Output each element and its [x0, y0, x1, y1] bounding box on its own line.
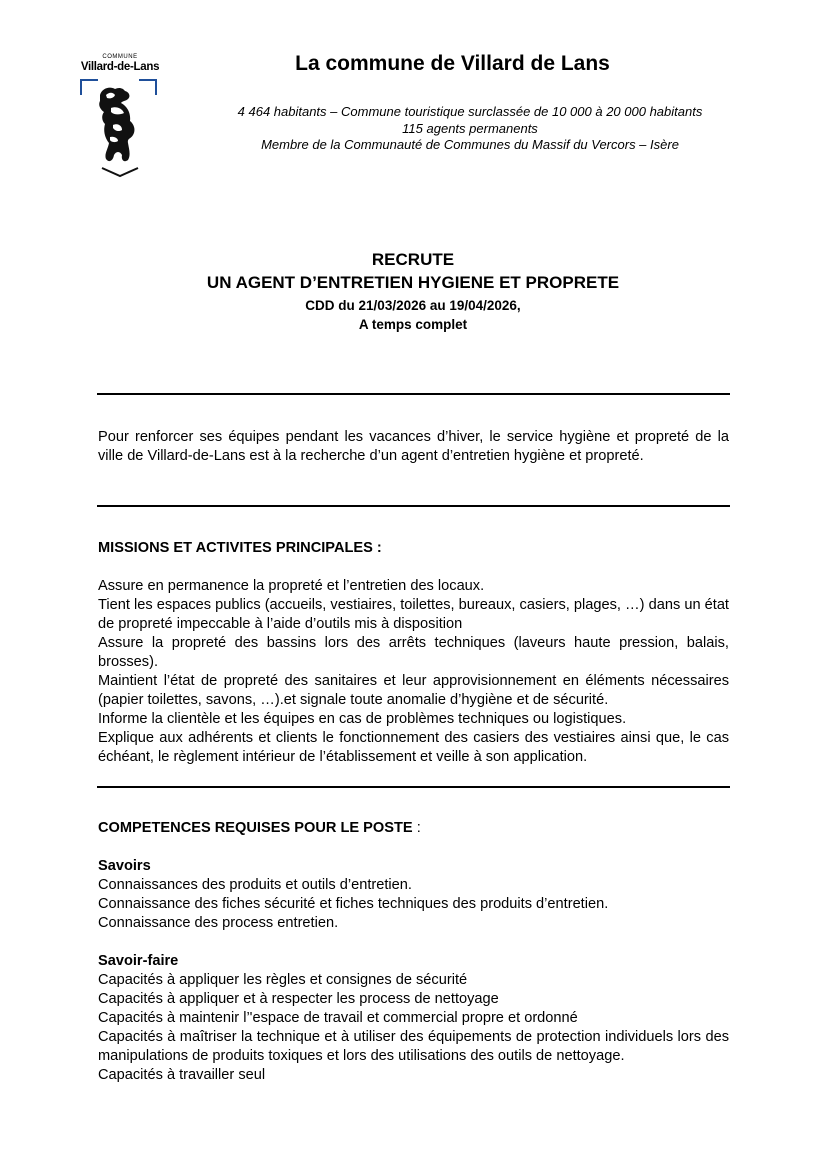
- mission-item: Informe la clientèle et les équipes en cas de problèmes techniques ou logistiques.: [98, 711, 627, 727]
- competences-section: [98, 819, 729, 1085]
- mission-item: Assure la propreté des bassins lors des arrêts techniques (laveurs haute pression, balais, brosses).: [98, 635, 729, 670]
- recruit-label: RECRUTE: [371, 250, 455, 269]
- logo-town-name: Villard-de-Lans: [80, 61, 160, 73]
- mission-item: Tient les espaces publics (accueils, vestiaires, toilettes, bureaux, casiers, plages, …) dans un état de propreté impeccable à l’aide d’outils mis à disposition: [98, 597, 729, 632]
- missions-title: MISSIONS ET ACTIVITES PRINCIPALES :: [98, 540, 382, 556]
- mission-item: Explique aux adhérents et clients le fonctionnement des casiers des vestiaires ainsi que, le cas échéant, le règlement intérieur de l’établissement et veille à son application.: [98, 730, 729, 765]
- savoir-faire-item: Capacités à travailler seul: [98, 1067, 266, 1083]
- divider: [97, 505, 730, 507]
- commune-logo: [78, 53, 162, 179]
- savoir-item: Connaissance des process entretien.: [98, 915, 339, 931]
- savoir-faire-item: Capacités à appliquer et à respecter les process de nettoyage: [98, 991, 499, 1007]
- savoir-faire-title: Savoir-faire: [98, 953, 179, 969]
- competences-heading: [98, 819, 729, 838]
- competences-title-suffix: :: [412, 820, 421, 836]
- page-title: La commune de Villard de Lans: [295, 52, 610, 75]
- divider: [97, 393, 730, 395]
- savoir-faire-item: Capacités à appliquer les règles et consignes de sécurité: [98, 972, 468, 988]
- savoir-item: Connaissance des fiches sécurité et fiches techniques des produits d’entretien.: [98, 896, 609, 912]
- bear-emblem-icon: [78, 75, 162, 179]
- savoir-faire-item: Capacités à maîtriser la technique et à utiliser des équipements de protection individuels lors des manipulations de produits toxiques et lors des utilisations des outils de nettoyage.: [98, 1029, 729, 1064]
- agents-info: 115 agents permanents: [402, 121, 538, 136]
- logo-commune-label: COMMUNE: [102, 54, 138, 60]
- mission-item: Assure en permanence la propreté et l’entretien des locaux.: [98, 578, 485, 594]
- savoirs-title: Savoirs: [98, 858, 151, 874]
- divider: [97, 786, 730, 788]
- missions-section: [98, 539, 729, 767]
- mission-item: Maintient l’état de propreté des sanitaires et leur approvisionnement en éléments nécessaires (papier toilettes, savons, …).et signale toute anomalie d’hygiène et de sécurité.: [98, 673, 729, 708]
- contract-dates: CDD du 21/03/2026 au 19/04/2026,: [305, 298, 521, 313]
- intro-paragraph: Pour renforcer ses équipes pendant les vacances d’hiver, le service hygiène et propreté de la ville de Villard-de-Lans est à la recherche d’un agent d’entretien hygiène et propreté.: [98, 429, 729, 464]
- job-title: UN AGENT D’ENTRETIEN HYGIENE ET PROPRETE: [206, 273, 620, 292]
- work-schedule: A temps complet: [358, 317, 468, 332]
- savoir-faire-item: Capacités à maintenir l’'espace de travail et commercial propre et ordonné: [98, 1010, 578, 1026]
- competences-title: COMPETENCES REQUISES POUR LE POSTE: [98, 820, 413, 836]
- savoir-item: Connaissances des produits et outils d’entretien.: [98, 877, 412, 893]
- membership-info: Membre de la Communauté de Communes du Massif du Vercors – Isère: [261, 137, 679, 152]
- population-info: 4 464 habitants – Commune touristique surclassée de 10 000 à 20 000 habitants: [237, 104, 703, 119]
